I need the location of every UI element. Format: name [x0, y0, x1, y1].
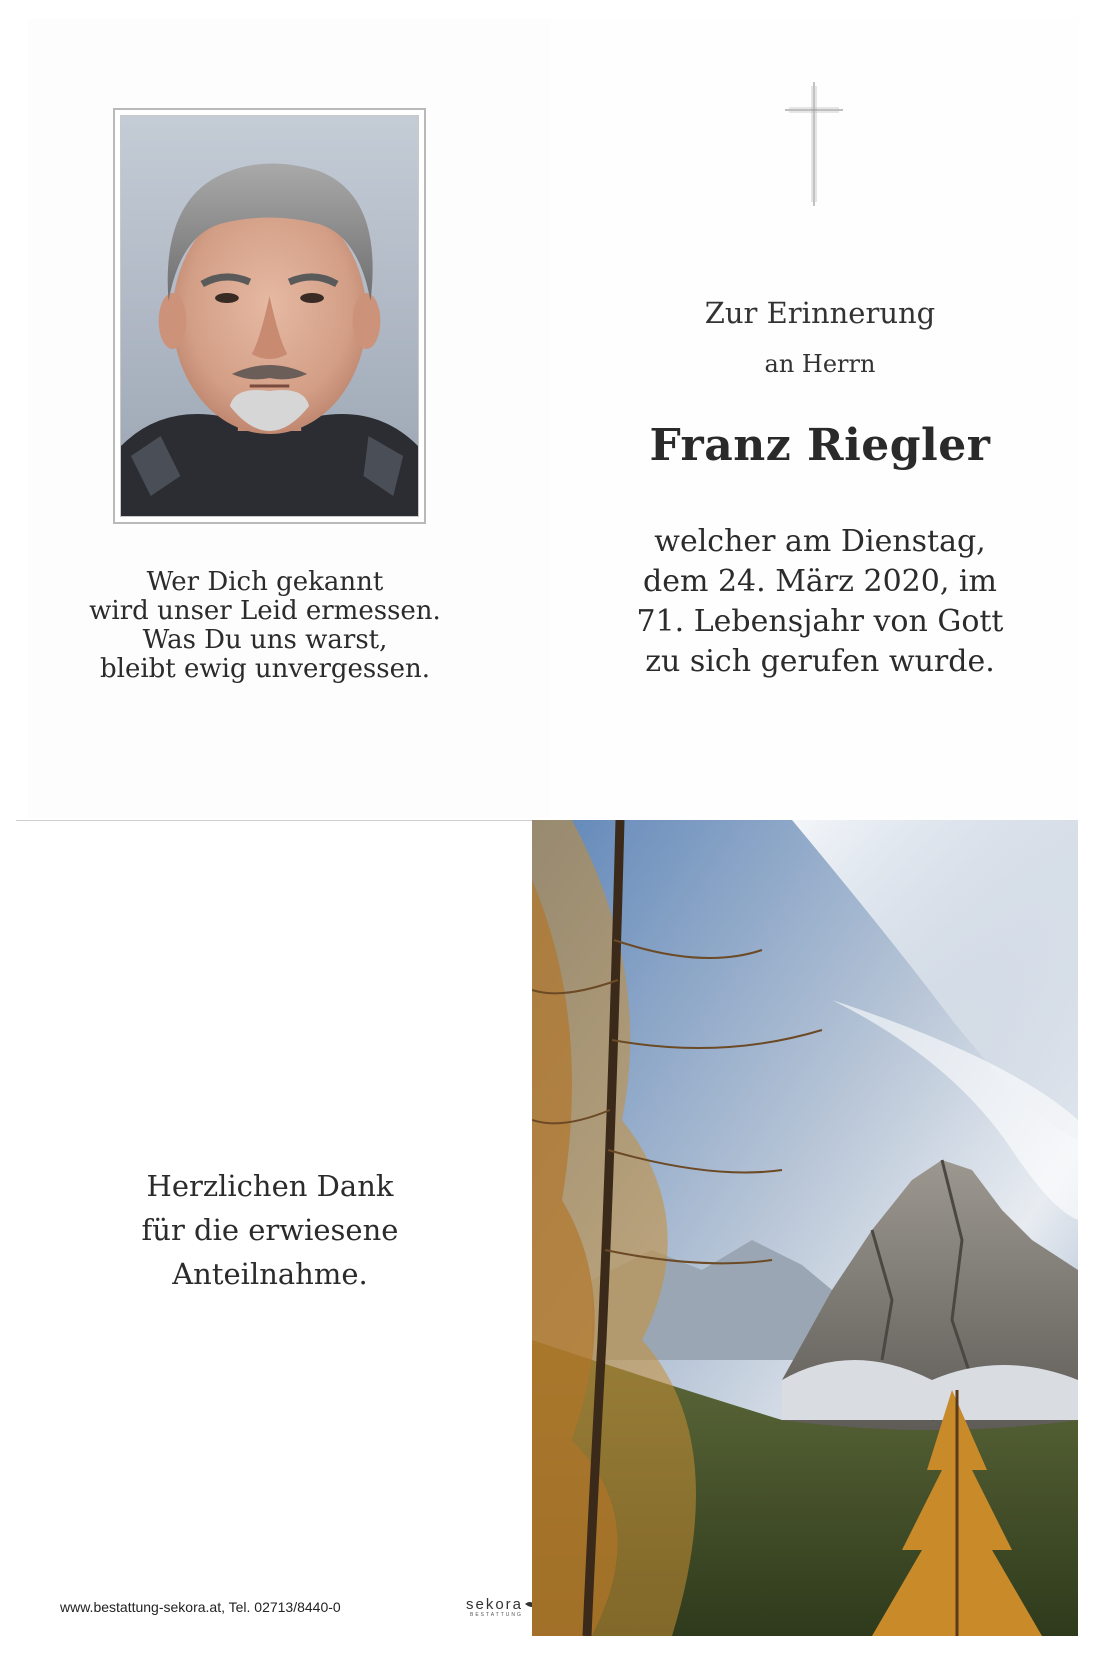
death-announcement — [600, 522, 1040, 682]
fold-line — [16, 820, 550, 821]
portrait-photo — [120, 115, 419, 517]
thanks-line: Anteilnahme. — [172, 1257, 368, 1291]
deceased-name: Franz Riegler — [649, 420, 991, 471]
brand-logo: sekora — [466, 1596, 524, 1613]
verse-line: wird unser Leid ermessen. — [89, 596, 441, 626]
mountain-landscape-photo — [532, 820, 1078, 1636]
verse-line: bleibt ewig unvergessen. — [100, 654, 430, 684]
footer-contact: www.bestattung-sekora.at, Tel. 02713/8440-0 — [60, 1599, 341, 1615]
memorial-verse — [60, 568, 470, 684]
memory-heading: Zur Erinnerung — [704, 296, 936, 330]
funeral-home-footer — [60, 1596, 540, 1620]
salutation: an Herrn — [764, 350, 876, 378]
verse-line: Wer Dich gekannt — [146, 567, 384, 597]
brand-logo-sub: BESTATTUNG — [470, 1612, 523, 1618]
thanks-message — [100, 1164, 440, 1296]
thanks-line: Herzlichen Dank — [146, 1169, 394, 1203]
announcement-line: dem 24. März 2020, im — [643, 564, 997, 599]
announcement-line: zu sich gerufen wurde. — [645, 644, 995, 679]
thanks-line: für die erwiesene — [141, 1213, 399, 1247]
cross-icon — [783, 80, 845, 208]
announcement-line: 71. Lebensjahr von Gott — [636, 604, 1004, 639]
portrait-frame — [113, 108, 426, 524]
verse-line: Was Du uns warst, — [142, 625, 388, 655]
announcement-line: welcher am Dienstag, — [654, 524, 986, 559]
